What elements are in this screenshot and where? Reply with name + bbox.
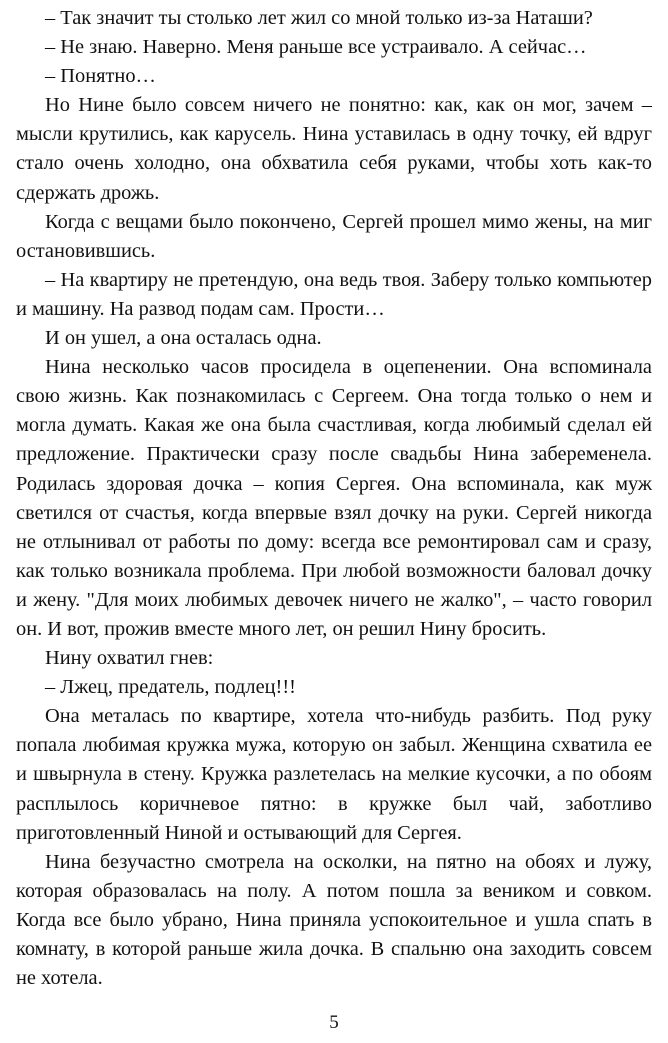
paragraph: – Лжец, предатель, подлец!!!: [45, 676, 296, 699]
paragraph: – Не знаю. Наверно. Меня раньше все устраивало. А сейчас…: [45, 36, 587, 59]
page-number: 5: [329, 1012, 339, 1033]
paragraph: Нина несколько часов просидела в оцепенении. Она вспоминала свою жизнь. Как познакомилась с Сергеем. Она тогда только о нем и могла думать. Какая же она была счастливая, когда любимый сделал ей предложение. Практически сразу после свадьбы Нина забеременела. Родилась здоровая дочка – копия Сергея. Она вспоминала, как муж светился от счастья, когда впервые взял дочку на руки. Сергей никогда не отлынивал от работы по дому: всегда все ремонтировал сам и сразу, как только возникала проблема. При любой возможности баловал дочку и жену. "Для моих любимых девочек ничего не жалко", – часто говорил он. И вот, прожив вместе много лет, он решил Нину бросить.: [16, 356, 652, 640]
paragraph: Нину охватил гнев:: [45, 647, 214, 670]
page-text: [16, 4, 652, 993]
paragraph: – Понятно…: [45, 65, 156, 88]
paragraph: Когда с вещами было покончено, Сергей прошел мимо жены, на миг остановившись.: [16, 210, 652, 262]
paragraph: Нина безучастно смотрела на осколки, на пятно на обоях и лужу, которая образовалась на полу. А потом пошла за веником и совком. Когда все было убрано, Нина приняла успокоительное и ушла спать в комнату, в которой раньше жила дочка. В спальню она заходить совсем не хотела.: [16, 850, 652, 990]
paragraph: И он ушел, а она осталась одна.: [45, 327, 322, 350]
paragraph: – На квартиру не претендую, она ведь твоя. Заберу только компьютер и машину. На развод подам сам. Прости…: [16, 268, 652, 320]
paragraph: – Так значит ты столько лет жил со мной только из-за Наташи?: [45, 7, 593, 29]
paragraph: Но Нине было совсем ничего не понятно: как, как он мог, зачем – мысли крутились, как карусель. Нина уставилась в одну точку, ей вдруг стало очень холодно, она обхватила себя руками, чтобы хоть как-то сдержать дрожь.: [16, 94, 652, 204]
paragraph: Она металась по квартире, хотела что-нибудь разбить. Под руку попала любимая кружка мужа, которую он забыл. Женщина схватила ее и швырнула в стену. Кружка разлетелась на мелкие кусочки, а по обоям расплылось коричневое пятно: в кружке был чай, заботливо приготовленный Ниной и остывающий для Сергея.: [16, 705, 652, 844]
